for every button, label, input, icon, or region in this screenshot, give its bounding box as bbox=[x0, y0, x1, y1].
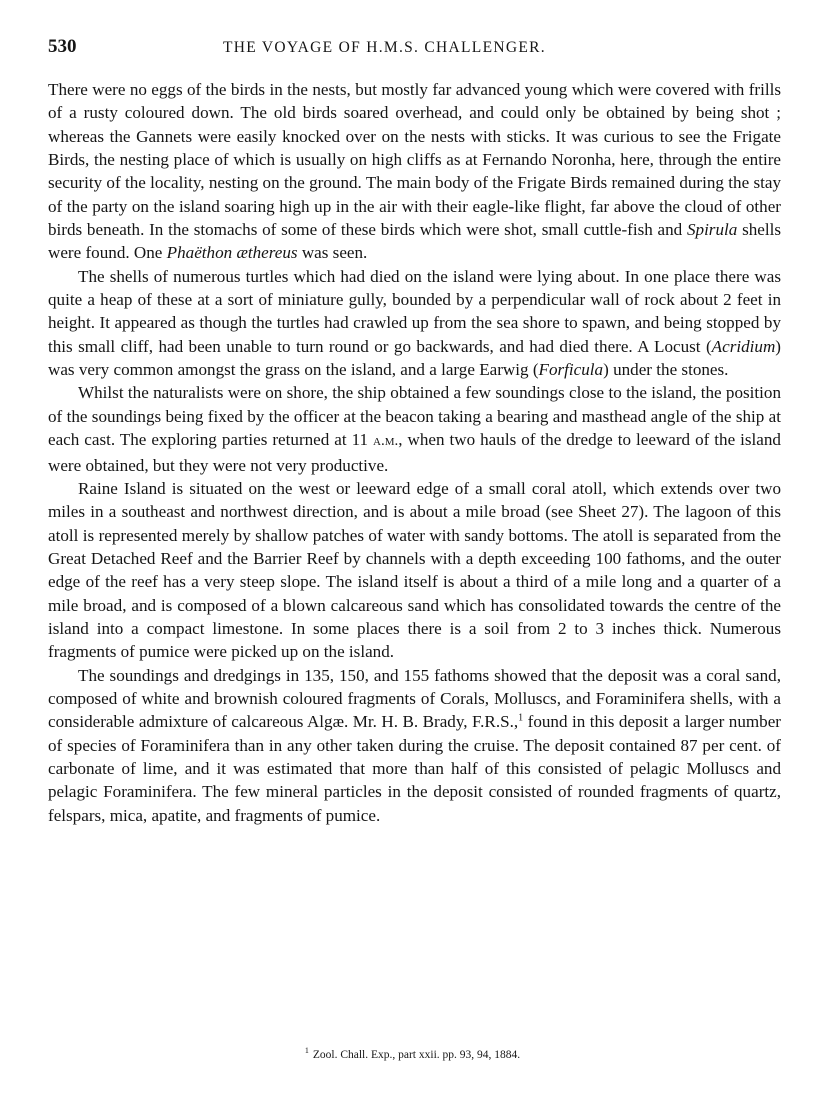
paragraph-frigate-birds bbox=[48, 78, 781, 265]
paragraph-raine-island bbox=[48, 477, 781, 664]
running-header bbox=[48, 36, 783, 60]
paragraph-text: There were no eggs of the birds in the nests, but mostly far advanced young which were covered with frills of a rusty coloured down. The old birds soared overhead, and could only be obtained by being shot ; whereas the Gannets were easily knocked over on the nests with sticks. It was curious to see the Frigate Birds, the nesting place of which is usually on high cliffs as at Fernando Noronha, here, through the entire security of the locality, nesting on the ground. The main body of the Frigate Birds remained during the stay of the party on the island soaring high up in the air with their eagle-like flight, far above the cloud of other birds beneath. In the stomachs of some of these birds which were shot, small cuttle-fish and bbox=[48, 80, 781, 240]
italic-term: Spirula bbox=[686, 220, 738, 240]
small-caps-time: a.m. bbox=[373, 433, 399, 450]
paragraph-deposit bbox=[48, 664, 781, 827]
body-text bbox=[48, 78, 781, 827]
running-title: THE VOYAGE OF H.M.S. CHALLENGER. bbox=[223, 39, 546, 56]
paragraph-text: , when two hauls of the dredge to leeward of the island were obtained, but they were not very productive. bbox=[48, 430, 781, 475]
paragraph-turtles bbox=[48, 265, 781, 382]
italic-term: Acridium bbox=[711, 336, 776, 356]
paragraph-text: was seen. bbox=[301, 243, 368, 263]
italic-term: Phaëthon æthereus bbox=[166, 243, 298, 263]
paragraph-text: ) under the stones. bbox=[603, 360, 729, 380]
footnote-text: Zool. Chall. Exp., part xxii. pp. 93, 94, 1884. bbox=[312, 1048, 521, 1061]
paragraph-text: ) was very common amongst the grass on the island, and a large Earwig ( bbox=[48, 336, 781, 380]
paragraph-text: found in this deposit a larger number of species of Foraminifera than in any other taken during the cruise. The deposit contained 87 per cent. of carbonate of lime, and it was estimated that more than half of this consisted of pelagic Molluscs and pelagic Foraminifera. The few mineral particles in the deposit consisted of rounded fragments of quartz, felspars, mica, apatite, and fragments of pumice. bbox=[48, 712, 781, 825]
paragraph-text: shells were found. One bbox=[48, 220, 781, 263]
paragraph-text: Raine Island is situated on the west or leeward edge of a small coral atoll, which extends over two miles in a southeast and northwest direction, and is about a mile broad (see Sheet 27). The lagoon of this atoll is represented merely by shallow patches of water with sandy bottoms. The atoll is separated from the Great Detached Reef and the Barrier Reef by channels with a depth exceeding 100 fathoms, and the outer edge of the reef has a very steep slope. The island itself is about a third of a mile long and a quarter of a mile broad, and is composed of a blown calcareous sand which has consolidated towards the centre of the island into a compact limestone. In some places there is a soil from 2 to 3 inches thick. Numerous fragments of pumice were picked up on the island. bbox=[48, 478, 781, 662]
footnote bbox=[0, 1046, 825, 1061]
footnote-mark: 1 bbox=[304, 1046, 309, 1055]
paragraph-soundings bbox=[48, 381, 781, 476]
paragraph-text: The shells of numerous turtles which had died on the island were lying about. In one place there was quite a heap of these at a sort of miniature gully, bounded by a perpendicular wall of rock about 2 feet in height. It appeared as though the turtles had crawled up from the sea shore to spawn, and being stopped by this small cliff, had been unable to turn round or go backwards, and had died there. A Locust ( bbox=[48, 266, 781, 356]
page-number: 530 bbox=[48, 36, 77, 57]
footnote-reference[interactable]: 1 bbox=[518, 712, 524, 724]
paragraph-text: Whilst the naturalists were on shore, the ship obtained a few soundings close to the island, the position of the soundings being fixed by the officer at the beacon taking a bearing and masthead angle of the ship at each cast. The exploring parties returned at 11 bbox=[48, 383, 781, 450]
italic-term: Forficula bbox=[538, 360, 604, 380]
paragraph-text: The soundings and dredgings in 135, 150, and 155 fathoms showed that the deposit was a coral sand, composed of white and brownish coloured fragments of Corals, Molluscs, and Foraminifera shells, with a considerable admixture of calcareous Algæ. Mr. H. B. Brady, F.R.S., bbox=[48, 665, 781, 732]
